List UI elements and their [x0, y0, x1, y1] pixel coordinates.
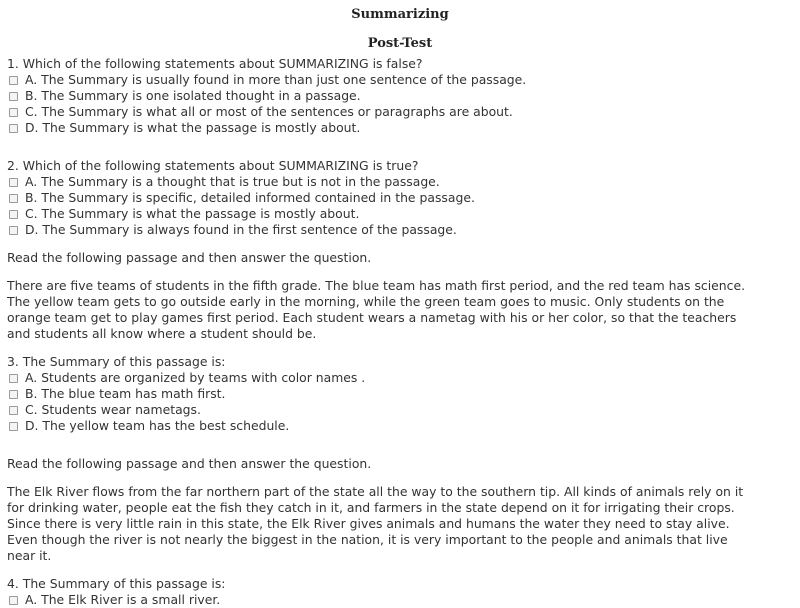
option-label: B. The Summary is specific, detailed informed contained in the passage.: [25, 190, 475, 205]
option-3a[interactable]: [7, 370, 793, 386]
radio-button[interactable]: [9, 390, 18, 399]
option-label: D. The Summary is always found in the first sentence of the passage.: [25, 222, 457, 237]
radio-button[interactable]: [9, 124, 18, 133]
radio-button[interactable]: [9, 194, 18, 203]
option-label: A. Students are organized by teams with color names .: [25, 370, 366, 385]
option-1d[interactable]: [7, 120, 793, 136]
radio-button[interactable]: [9, 108, 18, 117]
option-label: C. Students wear nametags.: [25, 402, 201, 417]
option-2a[interactable]: [7, 174, 793, 190]
instruction-text: Read the following passage and then answer the question.: [7, 250, 372, 265]
option-2c[interactable]: [7, 206, 793, 222]
question-3: [7, 354, 793, 434]
passage-line: orange team get to play games first period. Each student wears a nametag with his or her color, so that the teachers: [7, 310, 737, 325]
option-1c[interactable]: [7, 104, 793, 120]
instruction-text: Read the following passage and then answer the question.: [7, 456, 372, 471]
option-label: C. The Summary is what the passage is mostly about.: [25, 206, 360, 221]
question-text: 3. The Summary of this passage is:: [7, 354, 226, 369]
option-3d[interactable]: [7, 418, 793, 434]
question-1: [7, 56, 793, 136]
radio-button[interactable]: [9, 226, 18, 235]
option-2d[interactable]: [7, 222, 793, 238]
radio-button[interactable]: [9, 178, 18, 187]
page-subtitle: Post-Test: [367, 36, 433, 51]
option-4a[interactable]: [7, 592, 793, 608]
option-label: A. The Summary is a thought that is true but is not in the passage.: [25, 174, 440, 189]
option-label: D. The yellow team has the best schedule.: [25, 418, 290, 433]
option-3c[interactable]: [7, 402, 793, 418]
radio-button[interactable]: [9, 92, 18, 101]
radio-button[interactable]: [9, 596, 18, 605]
option-label: B. The blue team has math first.: [25, 386, 226, 401]
radio-button[interactable]: [9, 210, 18, 219]
question-4: [7, 576, 793, 608]
passage-line: Even though the river is not nearly the biggest in the nation, it is very important to the people and animals that live: [7, 532, 728, 547]
passage-line: near it.: [7, 548, 52, 563]
radio-button[interactable]: [9, 406, 18, 415]
option-label: C. The Summary is what all or most of the sentences or paragraphs are about.: [25, 104, 513, 119]
passage-line: for drinking water, people eat the fish they catch in it, and farmers in the state depend on it for irrigating their crops.: [7, 500, 735, 515]
passage-line: The Elk River flows from the far northern part of the state all the way to the southern tip. All kinds of animals rely on it: [7, 484, 744, 499]
option-3b[interactable]: [7, 386, 793, 402]
option-1a[interactable]: [7, 72, 793, 88]
option-label: B. The Summary is one isolated thought in a passage.: [25, 88, 361, 103]
question-text: 1. Which of the following statements about SUMMARIZING is false?: [7, 56, 423, 71]
question-text: 2. Which of the following statements about SUMMARIZING is true?: [7, 158, 419, 173]
passage-line: Since there is very little rain in this state, the Elk River gives animals and humans the water they need to stay alive.: [7, 516, 730, 531]
option-label: A. The Elk River is a small river.: [25, 592, 221, 607]
option-2b[interactable]: [7, 190, 793, 206]
question-text: 4. The Summary of this passage is:: [7, 576, 226, 591]
passage-line: and students all know where a student should be.: [7, 326, 317, 341]
option-label: A. The Summary is usually found in more than just one sentence of the passage.: [25, 72, 527, 87]
radio-button[interactable]: [9, 76, 18, 85]
option-label: D. The Summary is what the passage is mostly about.: [25, 120, 361, 135]
passage-line: There are five teams of students in the fifth grade. The blue team has math first period, and the red team has science.: [7, 278, 746, 293]
option-1b[interactable]: [7, 88, 793, 104]
question-2: [7, 158, 793, 238]
page-title: Summarizing: [351, 7, 449, 22]
radio-button[interactable]: [9, 422, 18, 431]
passage-2: [7, 484, 793, 564]
passage-1: [7, 278, 793, 342]
radio-button[interactable]: [9, 374, 18, 383]
passage-line: The yellow team gets to go outside early in the morning, while the green team goes to music. Only students on the: [7, 294, 725, 309]
